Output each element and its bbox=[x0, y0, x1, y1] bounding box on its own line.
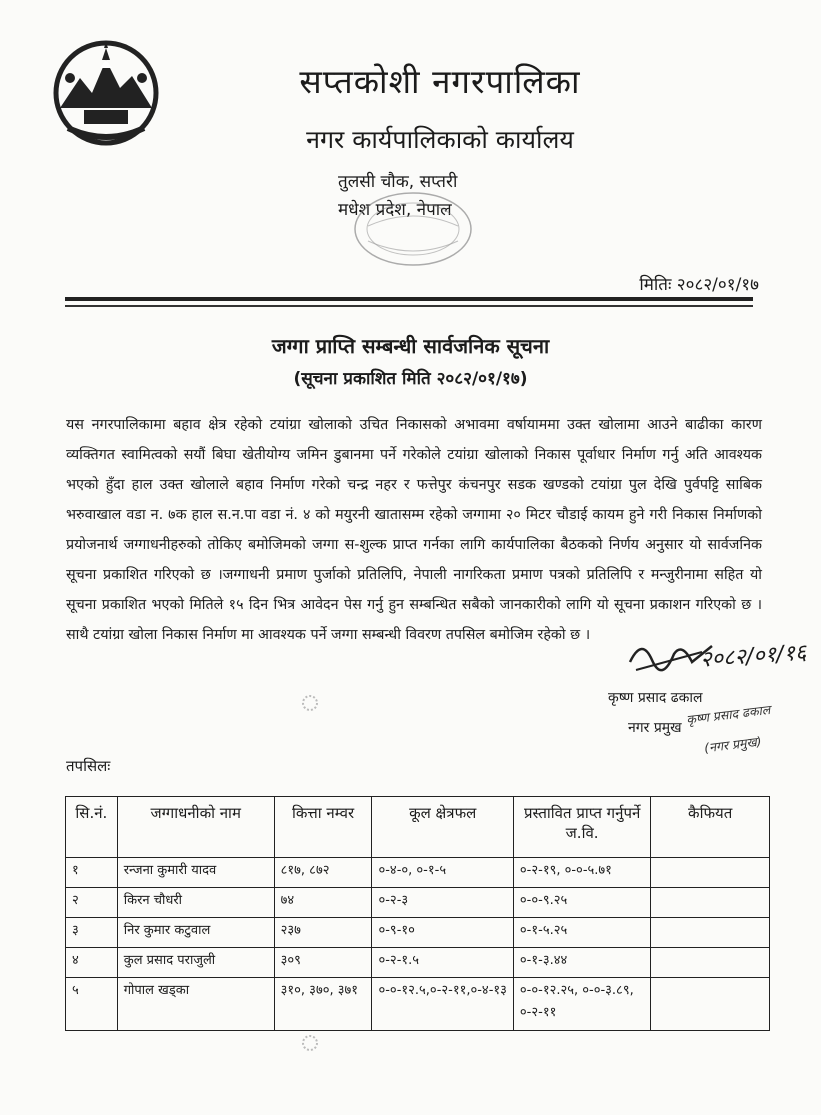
table-row bbox=[66, 888, 770, 918]
cell-plot: ३०९ bbox=[274, 948, 372, 978]
table-row bbox=[66, 948, 770, 978]
cell-area: ०-९-१० bbox=[372, 918, 513, 948]
cell-remarks bbox=[651, 918, 770, 948]
cell-plot: ७४ bbox=[274, 888, 372, 918]
cell-area: ०-०-१२.५,०-२-११,०-४-१३ bbox=[372, 978, 513, 1031]
cell-owner: गोपाल खड्का bbox=[117, 978, 274, 1031]
cell-serial: २ bbox=[66, 888, 118, 918]
col-header-area: कूल क्षेत्रफल bbox=[372, 797, 513, 858]
nepal-emblem-icon bbox=[50, 38, 162, 148]
cell-serial: ४ bbox=[66, 948, 118, 978]
col-header-plot: कित्ता नम्वर bbox=[274, 797, 372, 858]
notice-subtitle: (सूचना प्रकाशित मिति २०८२/०१/१७) bbox=[293, 369, 528, 389]
cell-serial: ५ bbox=[66, 978, 118, 1031]
table-header-row bbox=[66, 797, 770, 858]
col-header-remarks: कैफियत bbox=[651, 797, 770, 858]
cell-owner: किरन चौधरी bbox=[117, 888, 274, 918]
header-divider-thin bbox=[65, 305, 753, 307]
cell-proposed: ०-०-९.२५ bbox=[513, 888, 650, 918]
office-name: नगर कार्यपालिकाको कार्यालय bbox=[306, 125, 574, 154]
signature-date: २०८२/०१/१६ bbox=[699, 640, 808, 673]
punch-hole-mark-icon bbox=[295, 1032, 325, 1054]
land-details-table bbox=[65, 796, 770, 1031]
details-label: तपसिलः bbox=[66, 757, 111, 775]
cell-proposed: ०-१-३.४४ bbox=[513, 948, 650, 978]
col-header-owner: जग्गाधनीको नाम bbox=[117, 797, 274, 858]
cell-remarks bbox=[651, 858, 770, 888]
cell-plot: ८१७, ८७२ bbox=[274, 858, 372, 888]
stamp-signer-name: कृष्ण प्रसाद ढकाल bbox=[685, 701, 772, 728]
cell-owner: निर कुमार कटुवाल bbox=[117, 918, 274, 948]
office-stamp-icon bbox=[348, 186, 478, 272]
address-line-1: तुलसी चौक, सप्तरी bbox=[338, 172, 458, 192]
col-header-proposed: प्रस्तावित प्राप्त गर्नुपर्ने ज.वि. bbox=[513, 797, 650, 858]
cell-proposed: ०-२-१९, ०-०-५.७१ bbox=[513, 858, 650, 888]
organization-name: सप्तकोशी नगरपालिका bbox=[299, 62, 581, 101]
cell-remarks bbox=[651, 948, 770, 978]
table-row bbox=[66, 978, 770, 1031]
address-line-2: मधेश प्रदेश, नेपाल bbox=[338, 200, 452, 220]
table-row bbox=[66, 858, 770, 888]
cell-plot: ३१०, ३७०, ३७१ bbox=[274, 978, 372, 1031]
cell-plot: २३७ bbox=[274, 918, 372, 948]
cell-owner: रन्जना कुमारी यादव bbox=[117, 858, 274, 888]
cell-proposed: ०-०-१२.२५, ०-०-३.८९, ०-२-११ bbox=[513, 978, 650, 1031]
cell-serial: ३ bbox=[66, 918, 118, 948]
table-row bbox=[66, 918, 770, 948]
punch-hole-mark-icon bbox=[295, 692, 325, 714]
cell-remarks bbox=[651, 978, 770, 1031]
signer-designation: नगर प्रमुख bbox=[628, 720, 682, 736]
notice-date: मितिः २०८२/०१/१७ bbox=[639, 275, 759, 295]
stamp-signer-post: (नगर प्रमुख) bbox=[703, 733, 763, 756]
cell-proposed: ०-१-५.२५ bbox=[513, 918, 650, 948]
cell-area: ०-२-३ bbox=[372, 888, 513, 918]
col-header-serial: सि.नं. bbox=[66, 797, 118, 858]
notice-title: जग्गा प्राप्ति सम्बन्धी सार्वजनिक सूचना bbox=[271, 334, 550, 358]
cell-owner: कुल प्रसाद पराजुली bbox=[117, 948, 274, 978]
notice-body: यस नगरपालिकामा बहाव क्षेत्र रहेको टयांग्रा खोलाको उचित निकासको अभावमा वर्षायाममा उक्त खोलामा आउने बाढीका कारण व्यक्तिगत स्वामित्वको सयौं बिघा खेतीयोग्य जमिन डुबानमा पर्ने गरेकोले टयांग्रा खोलाको निकास पूर्वाधार निर्माण गर्नु अति आवश्यक भएको हुँदा हाल उक्त खोलाले बहाव निर्माण गरेको चन्द्र नहर र फत्तेपुर कंचनपुर सडक खण्डको टयांग्रा पुल देखि पुर्वपट्टि साबिक भरुवाखाल वडा न. ७क हाल स.न.पा वडा नं. ४ को मयुरनी खातासम्म रहेको जग्गामा २० मिटर चौडाई कायम हुने गरी निकास निर्माणको प्रयोजनार्थ जग्गाधनीहरुको तोकिए बमोजिमको जग्गा स-शुल्क प्राप्त गर्नका लागि कार्यपालिका बैठकको निर्णय अनुसार यो सार्वजनिक सूचना प्रकाशित गरिएको छ ।जग्गाधनी प्रमाण पुर्जाको प्रतिलिपि, नेपाली नागरिकता प्रमाण पत्रको प्रतिलिपि र मन्जुरीनामा सहित यो सूचना प्रकाशित भएको मितिले १५ दिन भित्र आवेदन पेस गर्नु हुन सम्बन्धित सबैको जानकारीको लागि यो सूचना प्रकाशन गरिएको छ ।साथै टयांग्रा खोला निकास निर्माण मा आवश्यक पर्ने जग्गा सम्बन्धी विवरण तपसिल बमोजिम रहेको छ । bbox=[66, 417, 762, 643]
header-divider bbox=[65, 297, 753, 301]
cell-remarks bbox=[651, 888, 770, 918]
signer-name: कृष्ण प्रसाद ढकाल bbox=[608, 690, 703, 706]
cell-area: ०-४-०, ०-१-५ bbox=[372, 858, 513, 888]
cell-area: ०-२-१.५ bbox=[372, 948, 513, 978]
cell-serial: १ bbox=[66, 858, 118, 888]
